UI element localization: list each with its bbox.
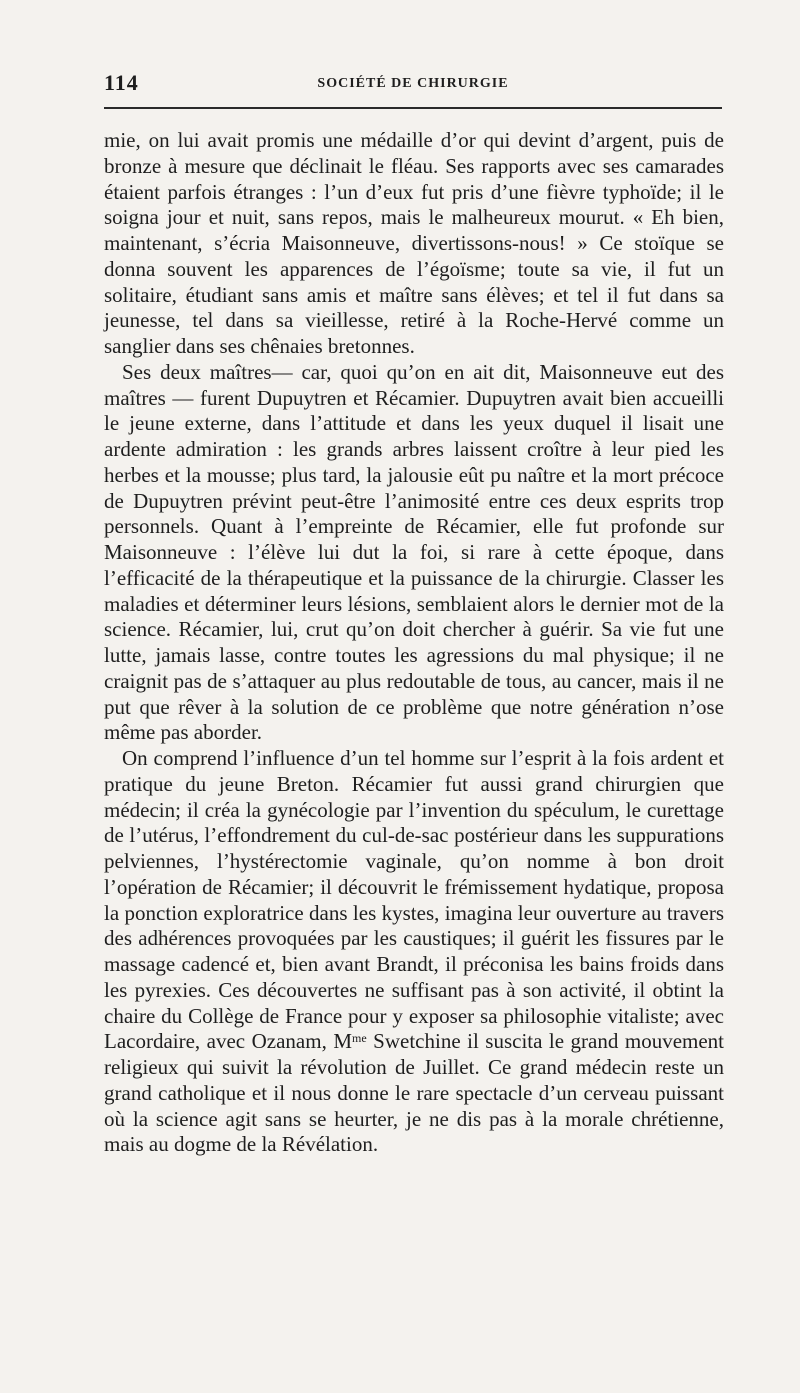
superscript-me: me [352, 1031, 367, 1046]
page-number: 114 [104, 70, 139, 95]
page-header [104, 70, 722, 100]
paragraph-2: Ses deux maîtres— car, quoi qu’on en ait dit, Maisonneuve eut des maîtres — furent Dupuytren et Récamier. Dupuytren avait bien accueilli le jeune externe, dans l’attitude et dans les yeux duquel il lisait une ardente admiration : les grands arbres laissent croître à leur pied les herbes et la mousse; plus tard, la jalousie eût pu naître et la mort précoce de Dupuytren prévint peut-être l’animosité entre ces deux esprits trop personnels. Quant à l’empreinte de Récamier, elle fut profonde sur Maisonneuve : l’élève lui dut la foi, si rare à cette époque, dans l’efficacité de la thérapeutique et la puissance de la chirurgie. Classer les maladies et déterminer leurs lésions, semblaient alors le dernier mot de la science. Récamier, lui, crut qu’on doit chercher à guérir. Sa vie fut une lutte, jamais lasse, contre toutes les agressions du mal physique; il ne craignit pas de s’attaquer au plus redoutable de tous, au cancer, mais il ne put que rêver à la solution de ce problème que notre génération n’ose même pas aborder. [104, 359, 724, 745]
body-text [104, 128, 724, 1158]
header-rule [104, 107, 722, 109]
paragraph-1: mie, on lui avait promis une médaille d’or qui devint d’argent, puis de bronze à mesure que déclinait le fléau. Ses rapports avec ses camarades étaient parfois étranges : l’un d’eux fut pris d’une fièvre typhoïde; il le soigna jour et nuit, sans repos, mais le malheureux mourut. « Eh bien, maintenant, s’écria Maisonneuve, divertissons-nous! » Ce stoïque se donna souvent les apparences de l’égoïsme; toute sa vie, il fut un solitaire, étudiant sans amis et maître sans élèves; et tel il fut dans sa jeunesse, tel dans sa vieillesse, retiré à la Roche-Hervé comme un sanglier dans ses chênaies bretonnes. [104, 128, 724, 358]
running-head: SOCIÉTÉ DE CHIRURGIE [317, 76, 509, 91]
paragraph-3 [104, 746, 724, 1158]
paragraph-3-text-before: On comprend l’influence d’un tel homme sur l’esprit à la fois ardent et pratique du jeune Breton. Récamier fut aussi grand chirurgien que médecin; il créa la gynécologie par l’invention du spéculum, le curettage de l’utérus, l’effondrement du cul-de-sac postérieur dans les suppurations pelviennes, l’hystérectomie vaginale, qu’on nomme à bon droit l’opération de Récamier; il découvrit le frémissement hydatique, proposa la ponction exploratrice dans les kystes, imagina leur ouverture au travers des adhérences provoquées par les caustiques; il guérit les fissures par le massage cadencé et, bien avant Brandt, il préconisa les bains froids dans les pyrexies. Ces découvertes ne suffisant pas à son activité, il obtint la chaire du Collège de France pour y exposer sa philosophie vitaliste; avec Lacordaire, avec Ozanam, M [104, 746, 724, 1054]
paragraph-3-text-after: Swetchine il suscita le grand mouvement religieux qui suivit la révolution de Juillet. Ce grand médecin reste un grand catholique et il nous donne le rare spectacle d’un cerveau puissant où la science agit sans se heurter, je ne dis pas à la morale chrétienne, mais au dogme de la Révélation. [104, 1029, 725, 1157]
